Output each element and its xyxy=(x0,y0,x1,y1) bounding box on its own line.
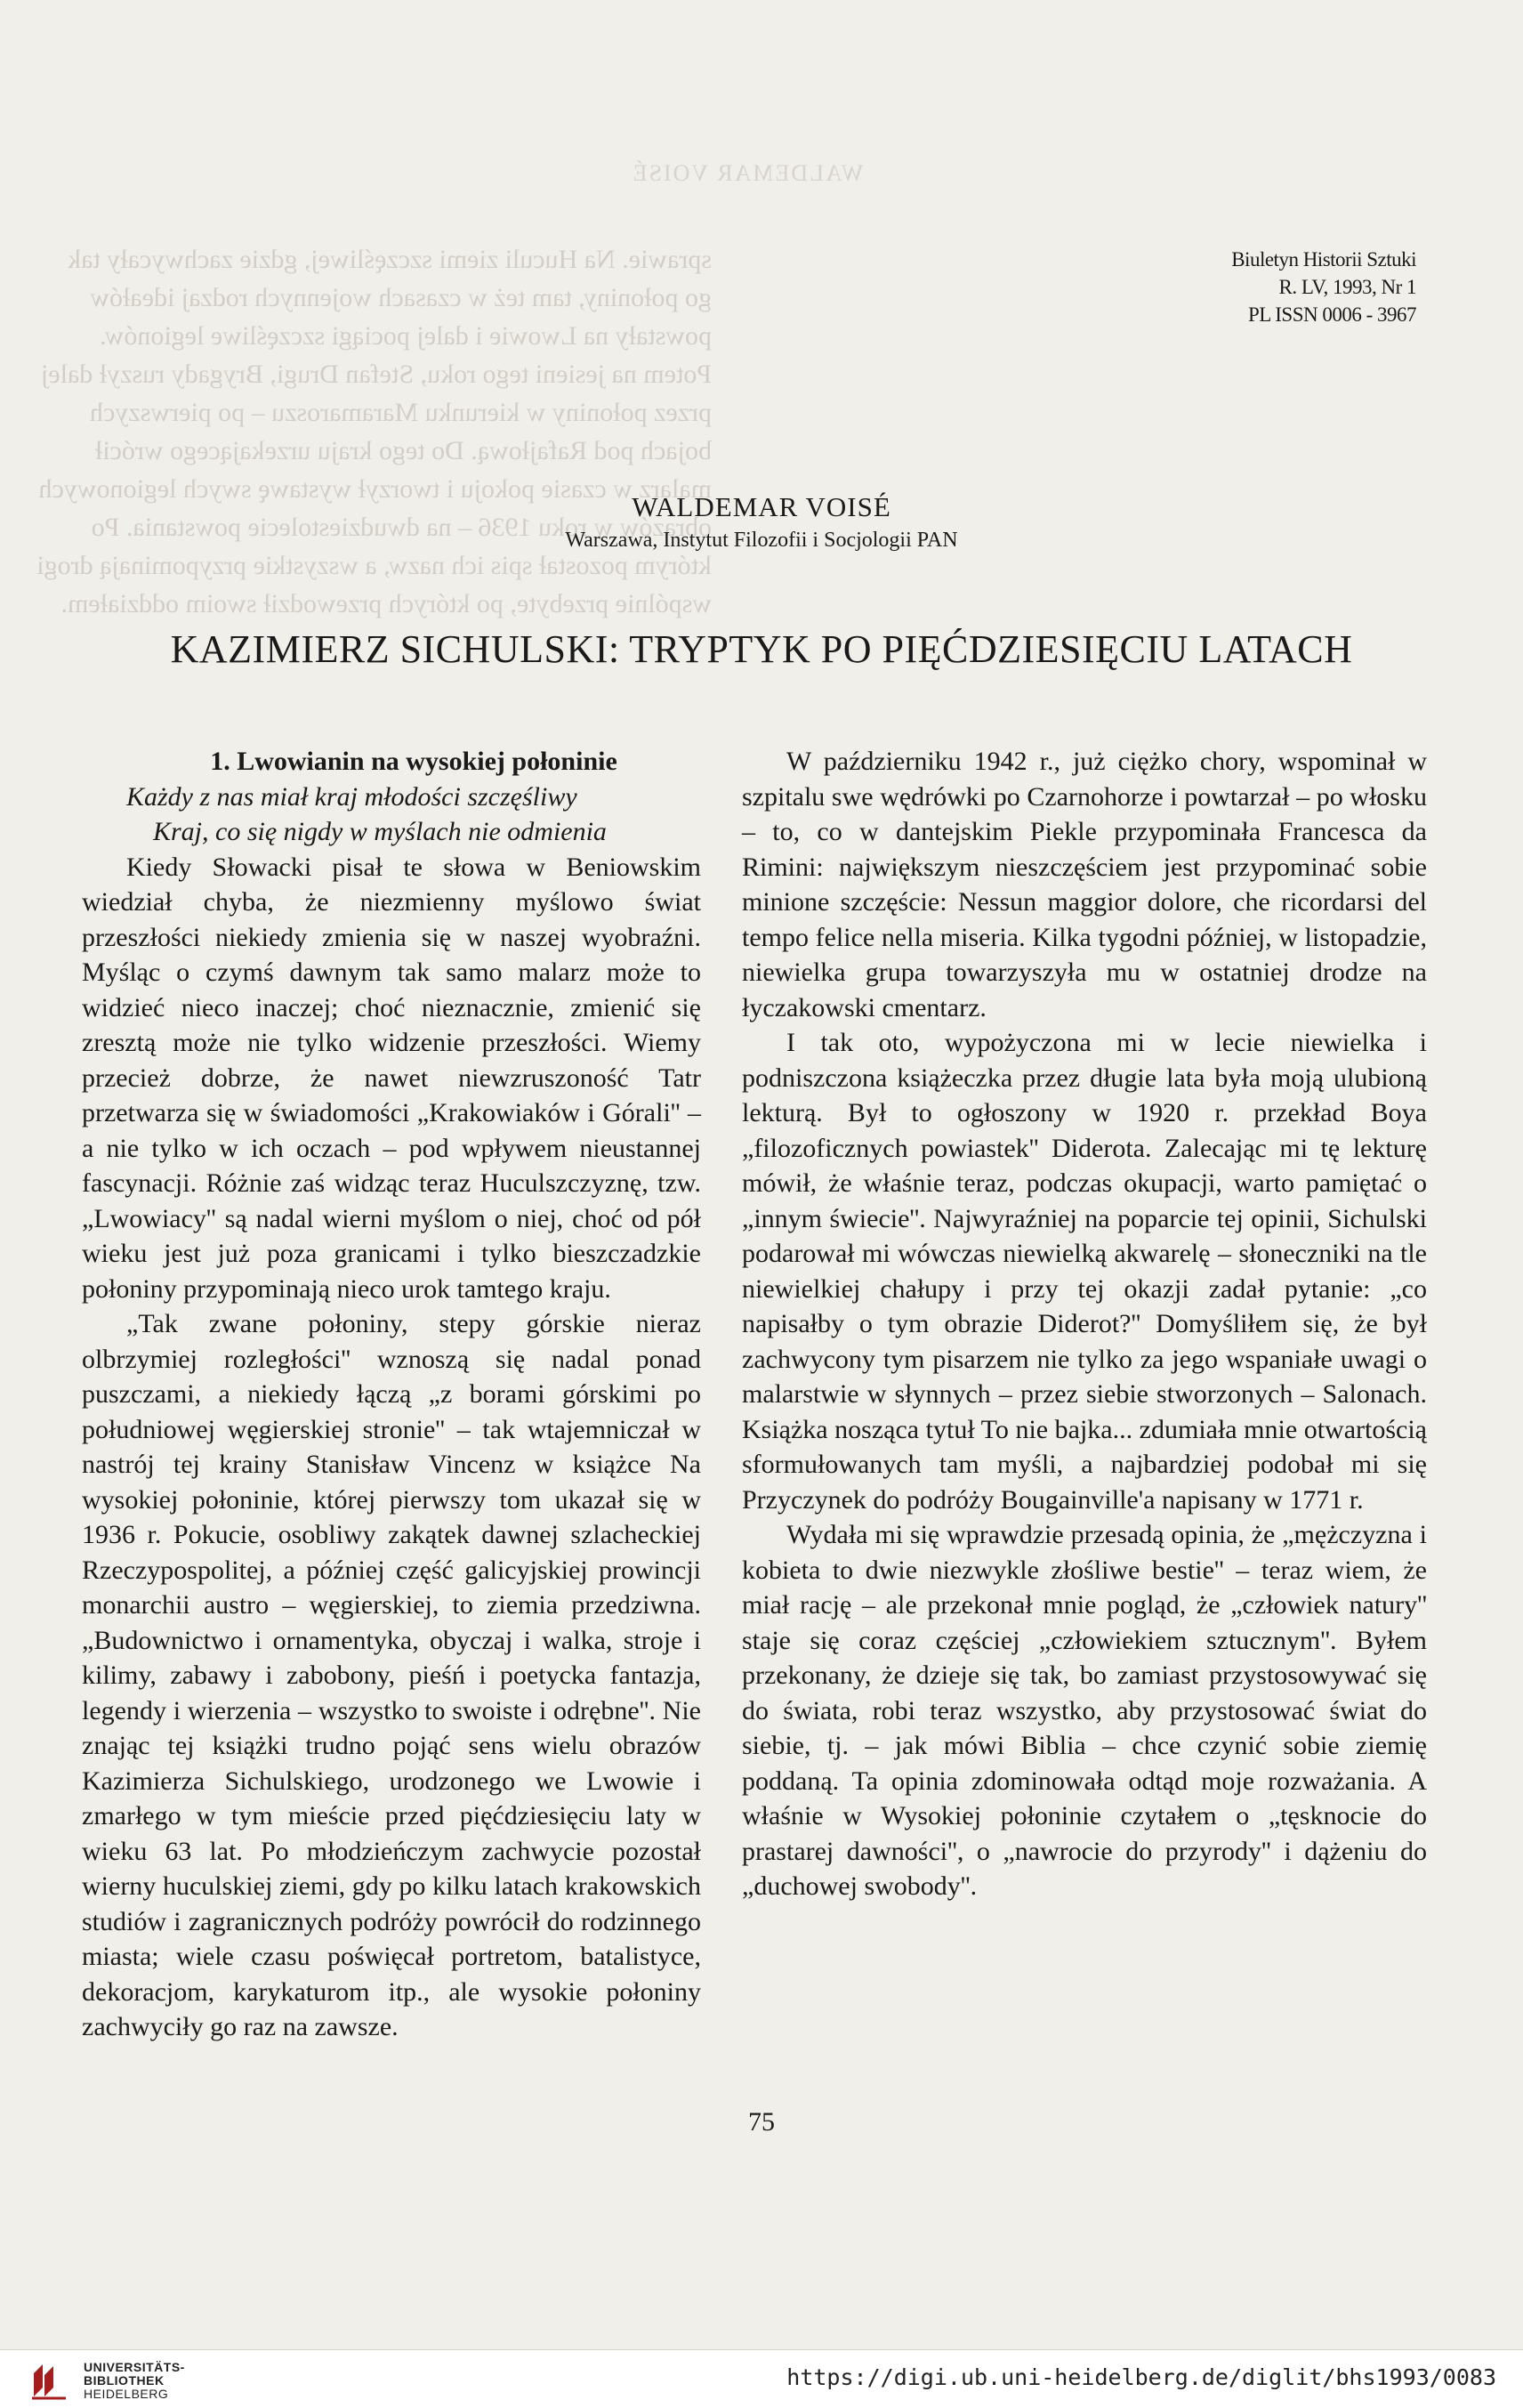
viewer-footer xyxy=(0,2349,1523,2408)
right-column xyxy=(742,744,1427,1904)
page-url-link[interactable]: https://digi.ub.uni-heidelberg.de/diglit/bhs1993/0083 xyxy=(786,2364,1496,2390)
library-name-line-3: HEIDELBERG xyxy=(84,2387,169,2401)
journal-name: Biuletyn Historii Sztuki xyxy=(1231,248,1416,271)
left-paragraph-1: Kiedy Słowacki pisał te słowa w Beniowskim wiedział chyba, że niezmienny myślowo świat przeszłości niekiedy zmienia się w naszej wyobraźni. Myśląc o czymś dawnym tak samo malarz może to widzieć nieco inaczej; choć nieznacznie, zmienić się zresztą może nie tylko widzenie przeszłości. Wiemy przecież dobrze, że nawet niewzruszoność Tatr przetwarza się w świadomości „Krakowiaków i Górali'' – a nie tylko w ich oczach – pod wpływem nieustannej fascynacji. Różnie zaś widząc teraz Huculszczyznę, tzw. „Lwowiacy'' są nadal wierni myślom o niej, choć od pół wieku jest już poza granicami i tylko bieszczadzkie połoniny przypominają nieco urok tamtego kraju. xyxy=(82,852,701,1304)
library-name xyxy=(84,2361,185,2401)
journal-issn: PL ISSN 0006 - 3967 xyxy=(1248,303,1416,326)
right-paragraph-3: Wydała mi się wprawdzie przesadą opinia, że „mężczyzna i kobieta to dwie niezwykle złośliwe bestie'' – teraz wiem, że miał rację – ale przekonał mnie pogląd, że „człowiek natury'' staje się coraz częściej „człowiekiem sztucznym''. Byłem przekonany, że dzieje się tak, bo zamiast przystosowywać się do świata, robi teraz wszystko, aby przystosować świat do siebie, tj. – jak mówi Biblia – chce czynić sobie ziemię poddaną. Ta opinia zdominowała odtąd moje rozważania. A właśnie w Wysokiej połoninie czytałem o „tęsknocie do prastarej dawności'', o „nawrocie do przyrody'' i dążeniu do „duchowej swobody''. xyxy=(742,1520,1427,1901)
library-name-line-2: BIBLIOTHEK xyxy=(84,2373,165,2388)
author-name: WALDEMAR VOISÉ xyxy=(632,491,891,522)
journal-volume: R. LV, 1993, Nr 1 xyxy=(1278,276,1416,298)
left-paragraph-2: „Tak zwane połoniny, stepy górskie nieraz olbrzymiej rozległości'' wznoszą się nadal ponad puszczami, a niekiedy łączą „z borami górskimi po południowej węgierskiej stronie'' – tak wtajemniczał w nastrój tej krainy Stanisław Vincenz w książce Na wysokiej połoninie, której pierwszy tom ukazał się w 1936 r. Pokucie, osobliwy zakątek dawnej szlacheckiej Rzeczypospolitej, a później część galicyjskiej prowincji monarchii austro – węgierskiej, to ziemia przedziwna. „Budownictwo i ornamentyka, obyczaj i walka, stroje i kilimy, zabawy i zabobony, pieśń i poetycka fantazja, legendy i wierzenia – wszystko to swoiste i odrębne''. Nie znając tej książki trudno pojąć sens wielu obrazów Kazimierza Sichulskiego, urodzonego we Lwowie i zmarłego w tym mieście przed pięćdziesięciu laty w wieku 63 lat. Po młodzieńczym zachwycie pozostał wierny huculskiej ziemi, gdy po kilku latach krakowskich studiów i zagranicznych podróży powrócił do rodzinnego miasta; wiele czasu poświęcał portretom, batalistyce, dekoracjom, karykaturom itp., ale wysokie połoniny zachwyciły go raz na zawsze. xyxy=(82,1309,701,2041)
motto xyxy=(82,780,701,850)
section-heading: 1. Lwowianin na wysokiej połoninie xyxy=(210,747,617,776)
motto-line-1: Każdy z nas miał kraj młodości szczęśliwy xyxy=(126,781,577,812)
university-library-logo-icon[interactable] xyxy=(30,2361,69,2400)
left-column xyxy=(82,744,701,2045)
page-number: 75 xyxy=(748,2107,775,2137)
library-name-line-1: UNIVERSITÄTS- xyxy=(84,2360,185,2374)
article-title: KAZIMIERZ SICHULSKI: TRYPTYK PO PIĘĆDZIESIĘCIU LATACH xyxy=(170,627,1353,671)
author-affiliation: Warszawa, Instytut Filozofii i Socjologii PAN xyxy=(565,529,958,552)
show-through-text: sprawie. Na Huculi ziemi szczęśliwej, gdzie zachwycały tak go połoniny, tam też w czasach wojennych rodzaj ideałów powstały na Lwowie i dalej pociągi szczęśliwe legionów. Potem na jesieni tego roku, Stefan Drugi, Brygady ruszył dalej przez połoniny w kierunku Maramaroszu – po pierwszych bojach pod Rafajłową. Do tego kraju urzekającego wrócił malarz w czasie pokoju i tworzył wystawę swych legionowych obrazów w roku 1936 – na dwudziestolecie powstania. Po którym pozostał spis ich nazw, a wszystkie przypominają drogi wspólnie przebyte, po których przewodził swoim oddziałem. xyxy=(36,245,712,618)
right-paragraph-1: W październiku 1942 r., już ciężko chory, wspominał w szpitalu swe wędrówki po Czarnohorze i powtarzał – po włosku – to, co w dantejskim Piekle przypominała Francesca da Rimini: największym nieszczęściem jest przypominać sobie minione szczęście: Nessun maggior dolore, che ricordarsi del tempo felice nella miseria. Kilka tygodni później, w listopadzie, niewielka grupa towarzyszyła mu w ostatniej drodze na łyczakowski cmentarz. xyxy=(742,747,1427,1022)
right-paragraph-2: I tak oto, wypożyczona mi w lecie niewielka i podniszczona książeczka przez długie lata była moją ulubioną lekturą. Był to ogłoszony w 1920 r. przekład Boya „filozoficznych powiastek'' Diderota. Zalecając mi tę lekturę mówił, że właśnie teraz, podczas okupacji, warto pamiętać o „innym świecie''. Najwyraźniej na poparcie tej opinii, Sichulski podarował mi wówczas niewielką akwarelę – słoneczniki na tle niewielkiej chałupy i przy tej okazji zadał pytanie: „co napisałby o tym obrazie Diderot?'' Domyśliłem się, że był zachwycony tym pisarzem nie tylko za jego wspaniałe uwagi o malarstwie w słynnych – przez siebie stworzonych – Salonach. Książka nosząca tytuł To nie bajka... zdumiała mnie otwartością sformułowanych tam myśli, a najbardziej podobał mi się Przyczynek do podróży Bougainville'a napisany w 1771 r. xyxy=(742,1028,1427,1515)
motto-line-2: Kraj, co się nigdy w myślach nie odmienia xyxy=(153,817,607,846)
journal-metadata xyxy=(1231,246,1416,328)
show-through-header: WALDEMAR VOISÉ xyxy=(631,160,864,186)
